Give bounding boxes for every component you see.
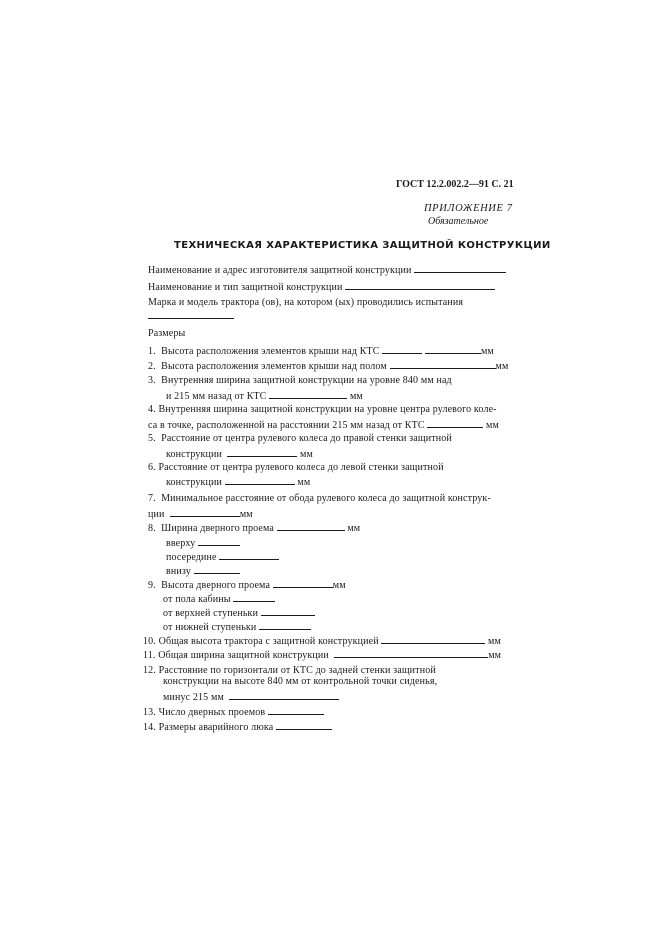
item-6-cont: конструкции мм [166,477,311,488]
item-1: 1. Высота расположения элементов крыши над КТС мм [148,346,494,357]
item-7-cont: ции мм [148,509,253,520]
blank-field[interactable] [227,447,297,457]
item-4-cont: са в точке, расположенной на расстоянии 215 мм назад от КТС мм [148,420,499,431]
item-2: 2. Высота расположения элементов крыши над полом мм [148,361,509,372]
blank-field[interactable] [233,592,275,602]
document-title: ТЕХНИЧЕСКАЯ ХАРАКТЕРИСТИКА ЗАЩИТНОЙ КОНСТРУКЦИИ [174,240,551,251]
section-label: Размеры [148,328,186,339]
item-9-upper-step: от верхней ступеньки [163,606,315,619]
item-8-bottom: внизу [166,564,240,577]
blank-field[interactable] [334,648,488,658]
appendix-label: ПРИЛОЖЕНИЕ 7 [424,203,513,214]
blank-field[interactable] [194,564,240,574]
blank-field[interactable] [198,536,240,546]
item-10: 10. Общая высота трактора с защитной конструкцией мм [143,636,502,647]
blank-field[interactable] [219,550,279,560]
blank-field[interactable] [229,690,339,700]
blank-field[interactable] [269,389,347,399]
blank-field[interactable] [390,359,496,369]
item-9: 9. Высота дверного проема мм [148,580,346,591]
item-7: 7. Минимальное расстояние от обода рулевого колеса до защитной конструк- [148,493,491,504]
blank-field[interactable] [225,475,295,485]
blank-field[interactable] [268,705,324,715]
blank-field[interactable] [148,318,234,319]
blank-field[interactable] [381,634,485,644]
item-9-floor: от пола кабины [163,592,275,605]
item-8-middle: посередине [166,550,279,563]
item-3: 3. Внутренняя ширина защитной конструкции на уровне 840 мм над [148,375,452,386]
item-12: 12. Расстояние по горизонтали от КТС до задней стенки защитной [143,665,436,676]
item-8-top: вверху [166,536,240,549]
blank-field[interactable] [261,606,315,616]
blank-field[interactable] [382,344,422,354]
item-5: 5. Расстояние от центра рулевого колеса до правой стенки защитной [148,433,452,444]
intro-line-manufacturer: Наименование и адрес изготовителя защитной конструкции [148,263,506,276]
appendix-status: Обязательное [428,216,489,227]
intro-line-type: Наименование и тип защитной конструкции [148,280,495,293]
blank-field[interactable] [277,521,345,531]
item-9-lower-step: от нижней ступеньки [163,620,311,633]
item-3-cont: и 215 мм назад от КТС мм [166,391,363,402]
blank-field[interactable] [345,280,495,290]
item-11: 11. Общая ширина защитной конструкции мм [143,650,502,661]
item-8: 8. Ширина дверного проема мм [148,523,361,534]
blank-field[interactable] [276,720,332,730]
standard-header: ГОСТ 12.2.002.2—91 С. 21 [396,179,514,190]
blank-field[interactable] [259,620,311,630]
item-13: 13. Число дверных проемов [143,705,324,718]
item-12-cont2: минус 215 мм [163,690,339,703]
item-6: 6. Расстояние от центра рулевого колеса до левой стенки защитной [148,462,444,473]
item-12-cont: конструкции на высоте 840 мм от контрольной точки сиденья, [163,676,438,687]
item-14: 14. Размеры аварийного люка [143,720,332,733]
blank-field[interactable] [170,507,240,517]
intro-line-tractor: Марка и модель трактора (ов), на котором (ых) проводились испытания [148,297,464,308]
blank-field[interactable] [427,418,483,428]
blank-field[interactable] [425,344,481,354]
blank-field[interactable] [414,263,506,273]
blank-field[interactable] [273,578,333,588]
item-4: 4. Внутренняя ширина защитной конструкции на уровне центра рулевого коле- [148,404,497,415]
item-5-cont: конструкции мм [166,449,314,460]
